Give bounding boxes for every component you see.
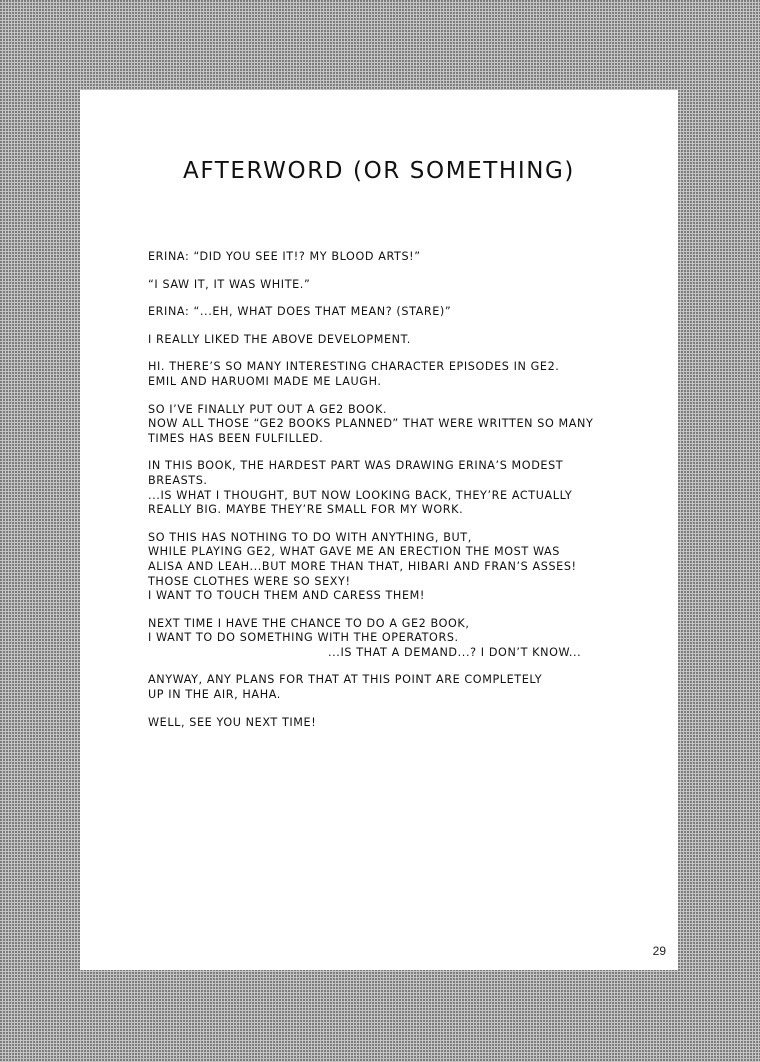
paragraph bbox=[148, 459, 678, 517]
text-line: EMIL AND HARUOMI MADE ME LAUGH. bbox=[148, 374, 382, 388]
paragraph bbox=[148, 617, 678, 661]
text-line: NEXT TIME I HAVE THE CHANCE TO DO A GE2 BOOK, bbox=[148, 616, 470, 630]
text-line: I WANT TO DO SOMETHING WITH THE OPERATORS. bbox=[148, 631, 459, 645]
paragraph bbox=[148, 278, 678, 293]
text-line: SO I’VE FINALLY PUT OUT A GE2 BOOK. bbox=[148, 402, 388, 416]
text-line: IN THIS BOOK, THE HARDEST PART WAS DRAWING ERINA’S MODEST bbox=[148, 459, 564, 473]
paragraph bbox=[148, 716, 678, 731]
text-line: I WANT TO TOUCH THEM AND CARESS THEM! bbox=[148, 589, 425, 603]
paragraph bbox=[148, 360, 678, 389]
text-line: THOSE CLOTHES WERE SO SEXY! bbox=[148, 574, 351, 588]
page-number: 29 bbox=[652, 944, 666, 958]
text-line: ANYWAY, ANY PLANS FOR THAT AT THIS POINT ARE COMPLETELY bbox=[148, 673, 543, 687]
paragraph bbox=[148, 403, 678, 447]
text-line: ...IS THAT A DEMAND...? I DON’T KNOW... bbox=[328, 645, 582, 659]
text-line: ...IS WHAT I THOUGHT, BUT NOW LOOKING BACK, THEY’RE ACTUALLY bbox=[148, 488, 573, 502]
text-line: REALLY BIG. MAYBE THEY’RE SMALL FOR MY WORK. bbox=[148, 503, 464, 517]
paragraph bbox=[148, 305, 678, 320]
text-line: I REALLY LIKED THE ABOVE DEVELOPMENT. bbox=[148, 332, 411, 346]
paragraph bbox=[148, 333, 678, 348]
page-title: AFTERWORD (OR SOMETHING) bbox=[182, 158, 575, 184]
text-line: WELL, SEE YOU NEXT TIME! bbox=[148, 715, 317, 729]
text-line: SO THIS HAS NOTHING TO DO WITH ANYTHING, BUT, bbox=[148, 530, 472, 544]
text-line: “I SAW IT, IT WAS WHITE.” bbox=[148, 277, 311, 291]
text-line: ERINA: “...EH, WHAT DOES THAT MEAN? (STARE)” bbox=[148, 305, 452, 319]
text-line: BREASTS. bbox=[148, 473, 208, 487]
text-line: HI. THERE’S SO MANY INTERESTING CHARACTER EPISODES IN GE2. bbox=[148, 360, 560, 374]
text-line: TIMES HAS BEEN FULFILLED. bbox=[148, 431, 324, 445]
afterword-body bbox=[148, 250, 678, 743]
paragraph bbox=[148, 531, 678, 604]
paragraph bbox=[148, 673, 678, 702]
text-line: WHILE PLAYING GE2, WHAT GAVE ME AN ERECTION THE MOST WAS bbox=[148, 545, 560, 559]
paragraph bbox=[148, 250, 678, 265]
text-line: UP IN THE AIR, HAHA. bbox=[148, 688, 281, 702]
manga-page bbox=[80, 90, 678, 970]
text-line: ERINA: “DID YOU SEE IT!? MY BLOOD ARTS!” bbox=[148, 250, 421, 263]
text-line: NOW ALL THOSE “GE2 BOOKS PLANNED” THAT WERE WRITTEN SO MANY bbox=[148, 417, 594, 431]
text-line: ALISA AND LEAH...BUT MORE THAN THAT, HIBARI AND FRAN’S ASSES! bbox=[148, 559, 577, 573]
